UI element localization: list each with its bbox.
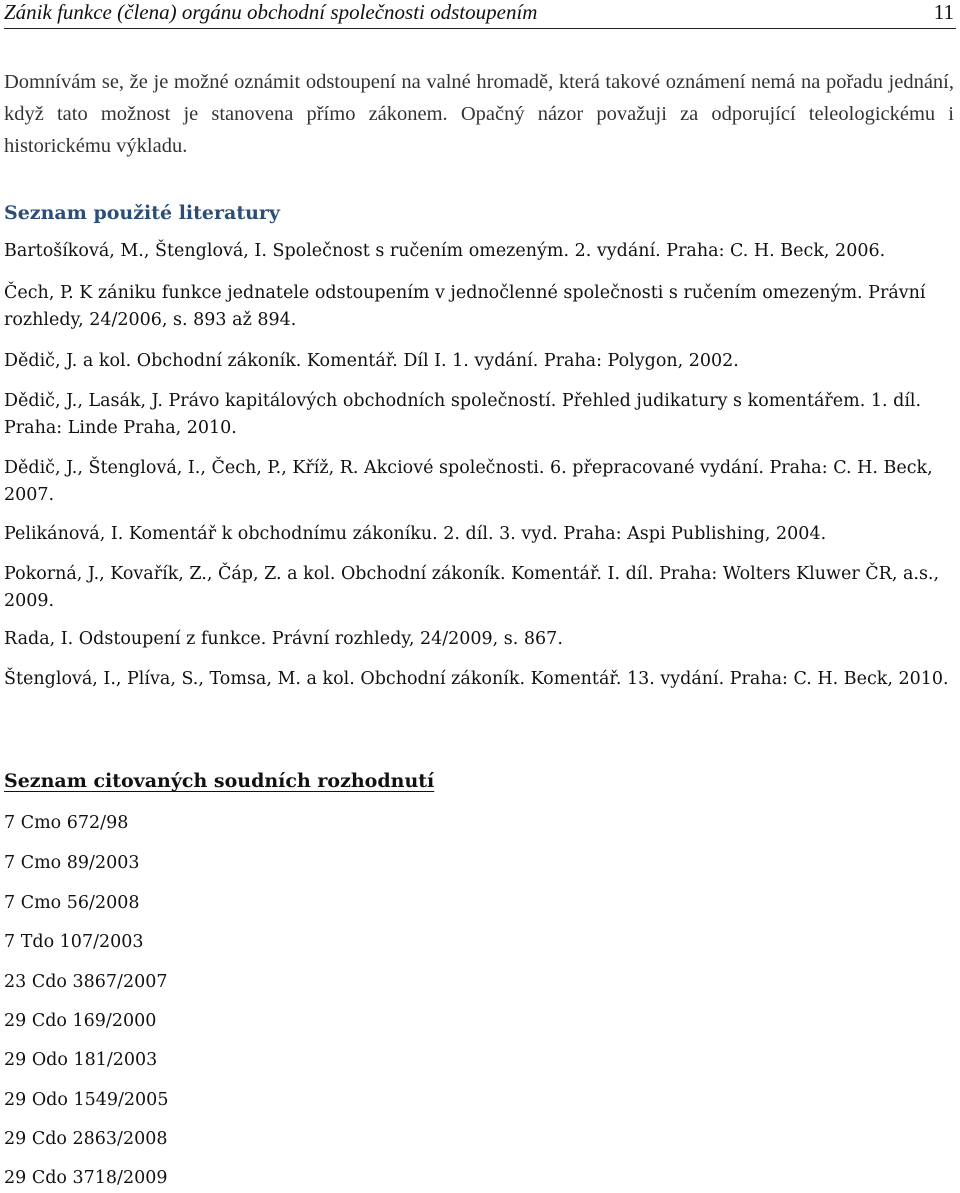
case-reference: 7 Tdo 107/2003	[4, 932, 144, 952]
case-reference: 29 Cdo 169/2000	[4, 1011, 157, 1031]
header-title: Zánik funkce (člena) orgánu obchodní společnosti odstoupením	[4, 0, 538, 24]
case-reference: 23 Cdo 3867/2007	[4, 972, 168, 992]
running-header	[4, 0, 956, 29]
case-reference: 7 Cmo 89/2003	[4, 853, 140, 873]
literature-item: Dědič, J. a kol. Obchodní zákoník. Komentář. Díl I. 1. vydání. Praha: Polygon, 2002.	[4, 351, 739, 371]
literature-heading: Seznam použité literatury	[4, 202, 280, 224]
case-reference: 29 Odo 1549/2005	[4, 1090, 169, 1110]
case-reference: 29 Cdo 2863/2008	[4, 1129, 168, 1149]
case-reference: 7 Cmo 672/98	[4, 813, 129, 833]
literature-item: Štenglová, I., Plíva, S., Tomsa, M. a kol. Obchodní zákoník. Komentář. 13. vydání. Praha: C. H. Beck, 2010.	[4, 669, 949, 689]
case-reference: 29 Cdo 3718/2009	[4, 1168, 168, 1188]
intro-paragraph: Domnívám se, že je možné oznámit odstoupení na valné hromadě, která takové oznámení nemá na pořadu jednání, když tato možnost je stanovena přímo zákonem. Opačný názor považuji za odporující teleologickému i historickému výkladu.	[4, 71, 954, 157]
literature-item: Bartošíková, M., Štenglová, I. Společnost s ručením omezeným. 2. vydání. Praha: C. H. Beck, 2006.	[4, 241, 886, 261]
case-reference: 7 Cmo 56/2008	[4, 893, 140, 913]
case-reference: 29 Odo 181/2003	[4, 1050, 158, 1070]
literature-item: Dědič, J., Lasák, J. Právo kapitálových obchodních společností. Přehled judikatury s komentářem. 1. díl. Praha: Linde Praha, 2010.	[4, 391, 922, 438]
literature-item: Rada, I. Odstoupení z funkce. Právní rozhledy, 24/2009, s. 867.	[4, 629, 563, 649]
literature-item: Pelikánová, I. Komentář k obchodnímu zákoníku. 2. díl. 3. vyd. Praha: Aspi Publishing, 2004.	[4, 524, 827, 544]
literature-item: Čech, P. K zániku funkce jednatele odstoupením v jednočlenné společnosti s ručením omezeným. Právní rozhledy, 24/2006, s. 893 až 894.	[4, 283, 926, 330]
literature-item: Pokorná, J., Kovařík, Z., Čáp, Z. a kol. Obchodní zákoník. Komentář. I. díl. Praha: Wolters Kluwer ČR, a.s., 2009.	[4, 564, 940, 611]
literature-item: Dědič, J., Štenglová, I., Čech, P., Kříž, R. Akciové společnosti. 6. přepracované vydání. Praha: C. H. Beck, 2007.	[4, 458, 933, 505]
court-decisions-heading: Seznam citovaných soudních rozhodnutí	[4, 770, 435, 792]
page-number: 11	[933, 0, 954, 24]
